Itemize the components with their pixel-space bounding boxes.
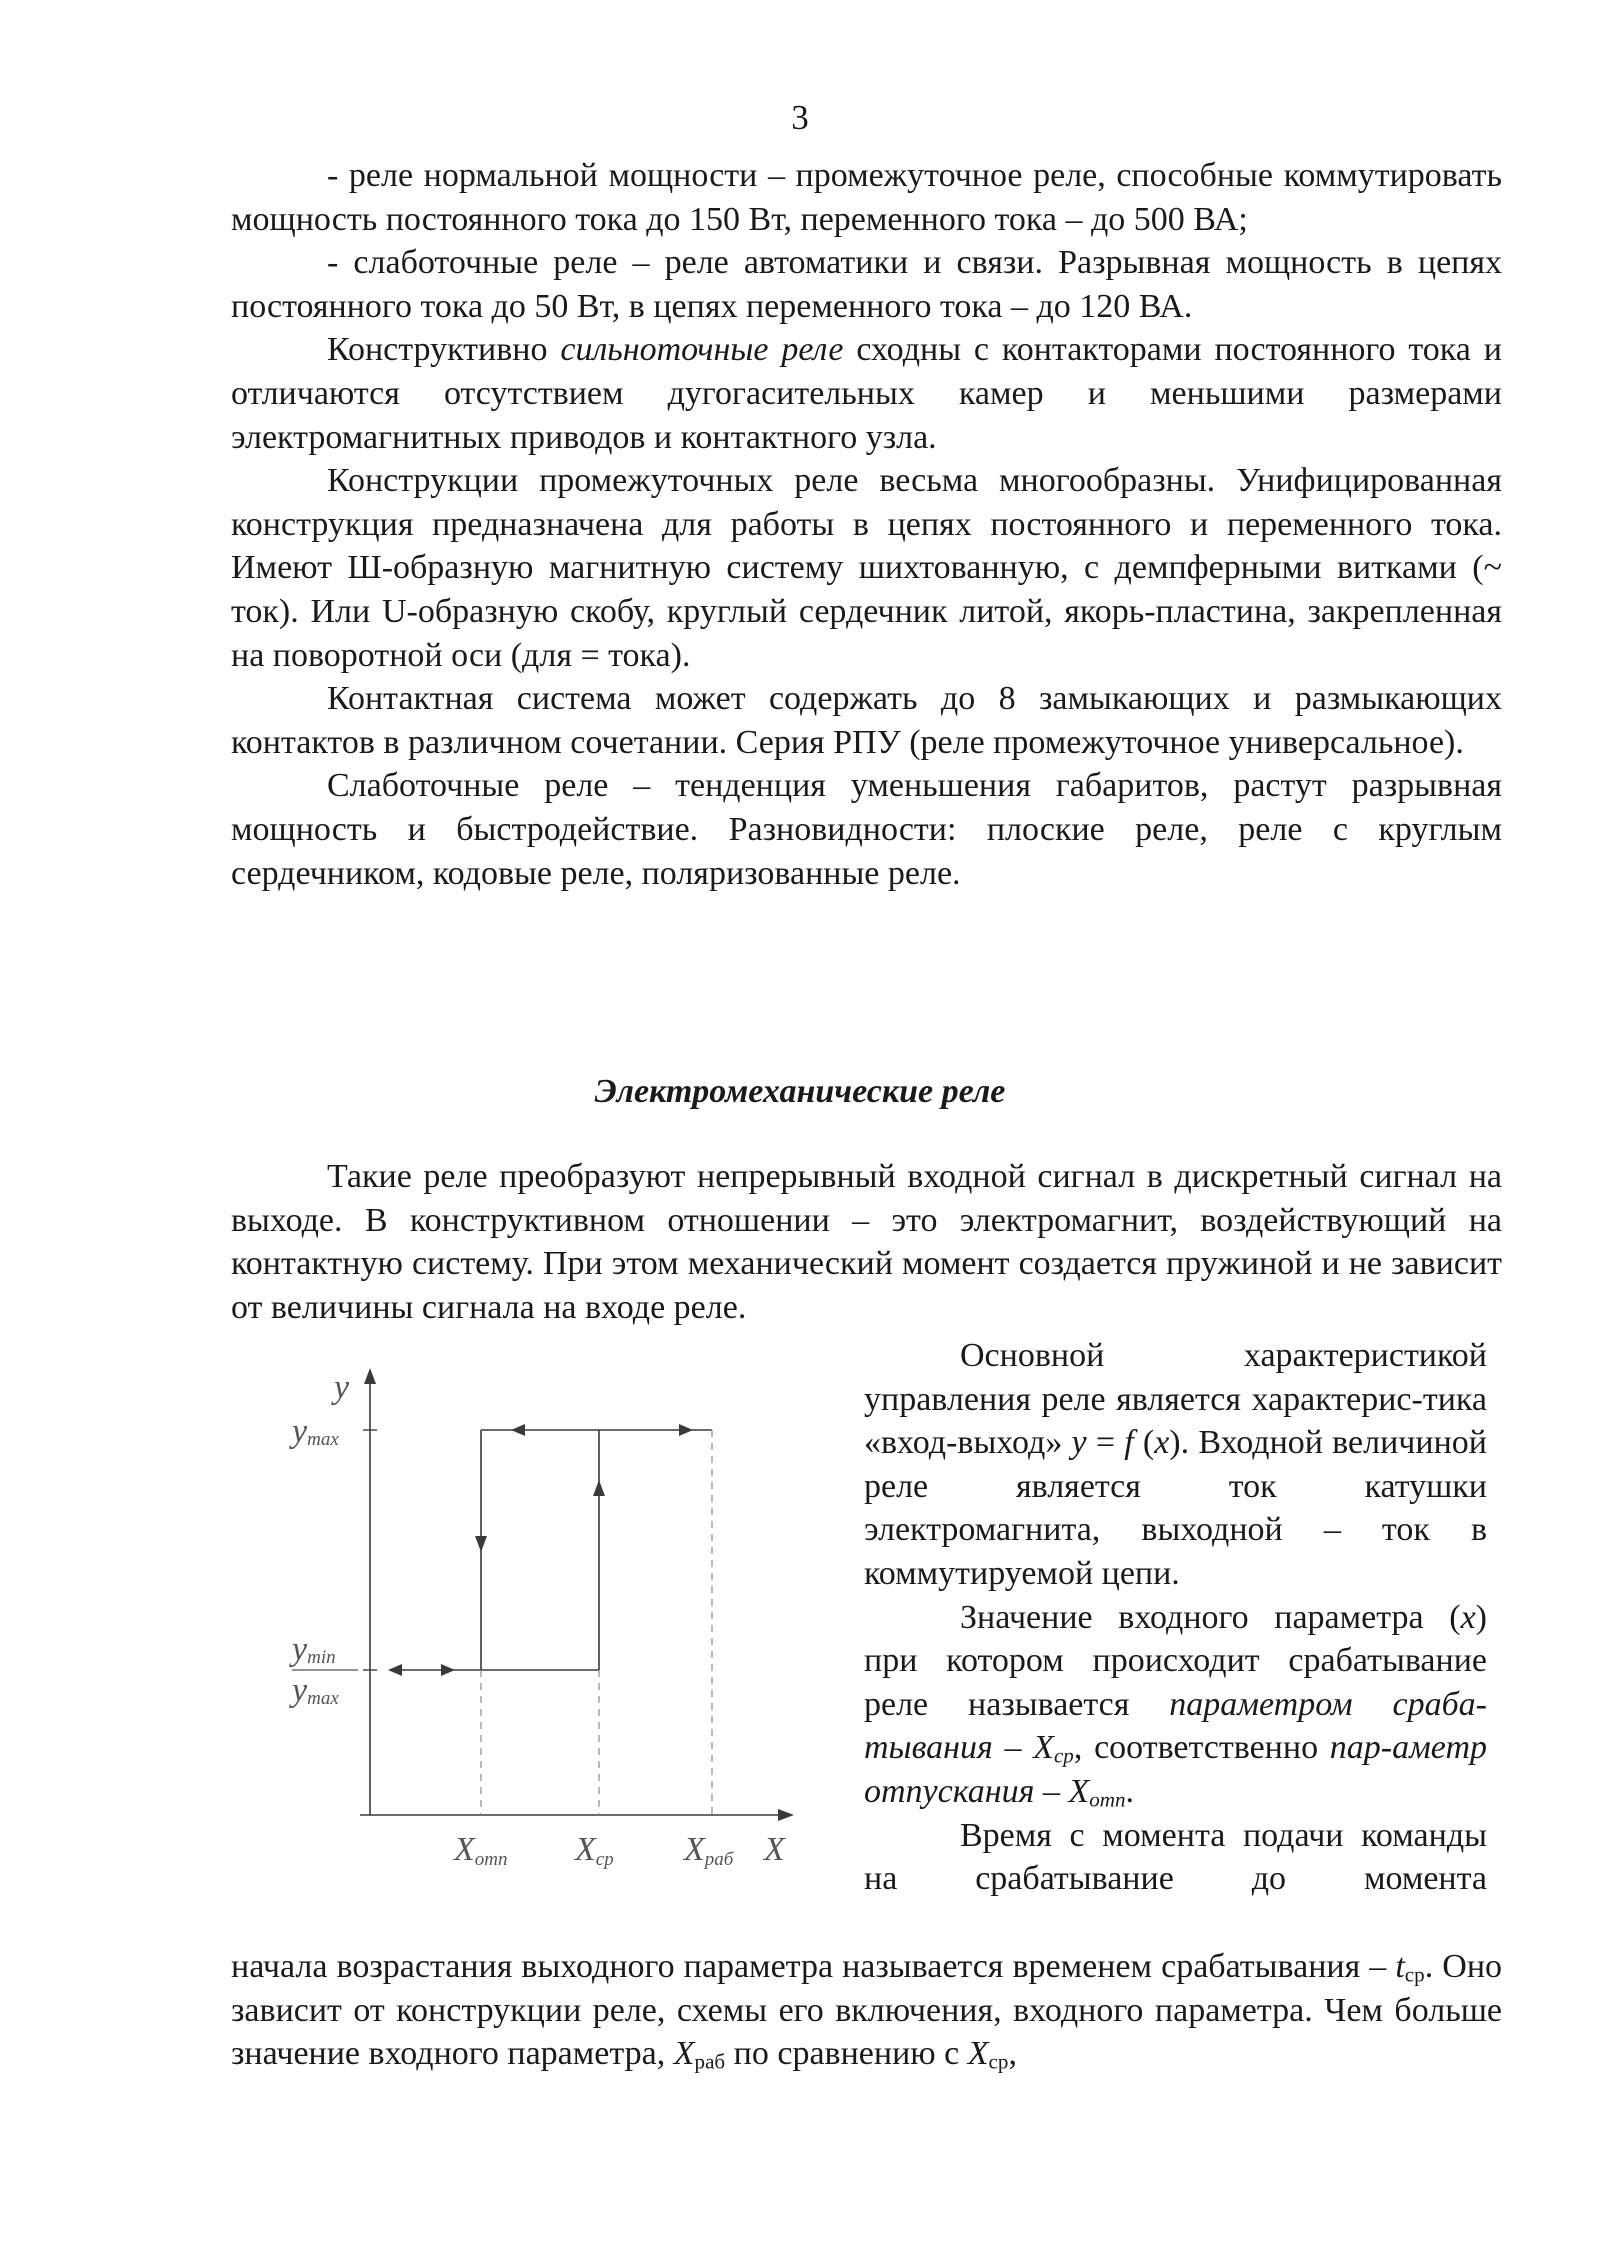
page-number: 3 xyxy=(791,98,809,137)
subscript: ср xyxy=(1053,1743,1074,1768)
text-span: ) при котором происходит срабатывание реле называется xyxy=(864,1598,1487,1723)
text-span: = xyxy=(1086,1424,1125,1462)
x-rab-label: Xраб xyxy=(684,1831,734,1870)
paragraph-high-current xyxy=(231,328,1502,459)
paragraph-operate-time-start: Время с момента подачи команды на срабатывание до момента xyxy=(864,1816,1487,1898)
paragraph-operate-time xyxy=(231,1945,1502,2076)
formula-x: x xyxy=(1154,1424,1170,1462)
formula-f: f xyxy=(1124,1424,1134,1462)
intro-text xyxy=(231,1155,1502,1329)
down-arrow xyxy=(475,1536,487,1552)
text-span: ). xyxy=(1169,1424,1190,1462)
paragraph-intro: Такие реле преобразуют непрерывный входной сигнал в дискретный сигнал на выходе. В конструктивном отношении – это электромагнит, воздействующий на контактную систему. При этом механический момент создается пружиной и не зависит от величины сигнала на входе реле. xyxy=(231,1158,1502,1326)
formula-x: x xyxy=(1460,1598,1476,1636)
paragraph-low-current-trends: Слаботочные реле – тенденция уменьшения габаритов, растут разрывная мощность и быстродействие. Разновидности: плоские реле, реле с круглым сердечником, кодовые реле, поляризованные реле. xyxy=(231,767,1502,892)
formula-x-sr: X xyxy=(967,2035,989,2073)
upper-left-arrow xyxy=(511,1424,525,1436)
lower-left-arrow xyxy=(388,1664,402,1676)
text-span: сходны с контакторами постоянного тока и отличаются отсутствием дугогасительных камер и меньшими размерами электромагнитных приводов и контактного узла. xyxy=(231,331,1503,456)
x-axis-label: X xyxy=(764,1831,785,1868)
paragraph-contact-system: Контактная система может содержать до 8 замыкающих и размыкающих контактов в различном сочетании. Серия РПУ (реле промежуточное универсальное). xyxy=(231,680,1502,761)
top-text xyxy=(231,154,1502,895)
text-span: Входной величиной реле является ток катушки электромагнита, выходной – ток в коммутируемой цепи. xyxy=(864,1424,1487,1592)
x-axis-arrow xyxy=(778,1809,794,1821)
side-text xyxy=(864,1334,1487,1901)
ymax-denominator-label: ymax xyxy=(292,1672,339,1709)
paragraph-normal-power: - реле нормальной мощности – промежуточное реле, способные коммутировать мощность постоянного тока до 150 Вт, переменного тока – до 500 ВА; xyxy=(231,157,1502,238)
up-arrow xyxy=(593,1480,605,1496)
term-high-current-relay: сильноточные реле xyxy=(560,331,844,369)
paragraph-intermediate-relays: Конструкции промежуточных реле весьма многообразны. Унифицированная конструкция предназначена для работы в цепях постоянного и переменного тока. Имеют Ш-образную магнитную систему шихтованную, с демпферными витками (~ ток). Или U-образную скобу, круглый сердечник литой, якорь-пластина, закрепленная на поворотной оси (для = тока). xyxy=(231,462,1502,674)
text-span: ( xyxy=(1133,1424,1155,1462)
ymax-label: ymax xyxy=(292,1413,339,1450)
text-span: Значение входного параметра ( xyxy=(960,1598,1461,1636)
section-title: Электромеханические реле xyxy=(594,1073,1006,1110)
relay-characteristic-figure xyxy=(270,1360,810,1880)
paragraph-low-current: - слаботочные реле – реле автоматики и связи. Разрывная мощность в цепях постоянного тока до 50 Вт, в цепях переменного тока – до 120 ВА. xyxy=(231,244,1502,325)
subscript: ср xyxy=(988,2049,1009,2074)
x-sr-label: Xср xyxy=(575,1831,614,1870)
formula-y: y xyxy=(1071,1424,1087,1462)
text-span: . xyxy=(1125,1772,1135,1810)
ymin-label: ymin xyxy=(292,1631,336,1668)
subscript: отп xyxy=(1089,1787,1126,1812)
formula-t: t xyxy=(1395,1948,1405,1985)
y-axis-label: y xyxy=(334,1369,350,1406)
text-span: параметром сраба-тывания – X xyxy=(864,1685,1488,1767)
y-axis-arrow xyxy=(364,1368,376,1384)
paragraph-characteristic xyxy=(864,1334,1487,1596)
text-span: начала возрастания выходного параметра называется временем срабатывания – xyxy=(231,1948,1396,1985)
subscript: раб xyxy=(694,2049,726,2074)
lower-right-arrow xyxy=(441,1664,455,1676)
formula-x-rab: X xyxy=(673,2035,695,2073)
upper-right-arrow xyxy=(679,1424,693,1436)
subscript: ср xyxy=(1404,1962,1425,1987)
bottom-text xyxy=(231,1945,1502,2076)
text-span: пар-аметр отпускания – X xyxy=(864,1729,1487,1810)
text-span: Конструктивно xyxy=(327,331,561,369)
text-span: по сравнению с xyxy=(725,2035,968,2073)
paragraph-operate-parameter xyxy=(864,1596,1487,1814)
text-span: , xyxy=(1008,2035,1017,2073)
x-otp-label: Xотп xyxy=(454,1831,508,1870)
text-span: Основной характеристикой управления реле является характерис-тика «вход-выход» xyxy=(864,1337,1487,1462)
text-span: . Оно зависит от конструкции реле, схемы его включения, входного параметра. Чем больше значение входного параметра, xyxy=(231,1948,1503,2073)
text-span: , соответственно xyxy=(1073,1729,1330,1767)
